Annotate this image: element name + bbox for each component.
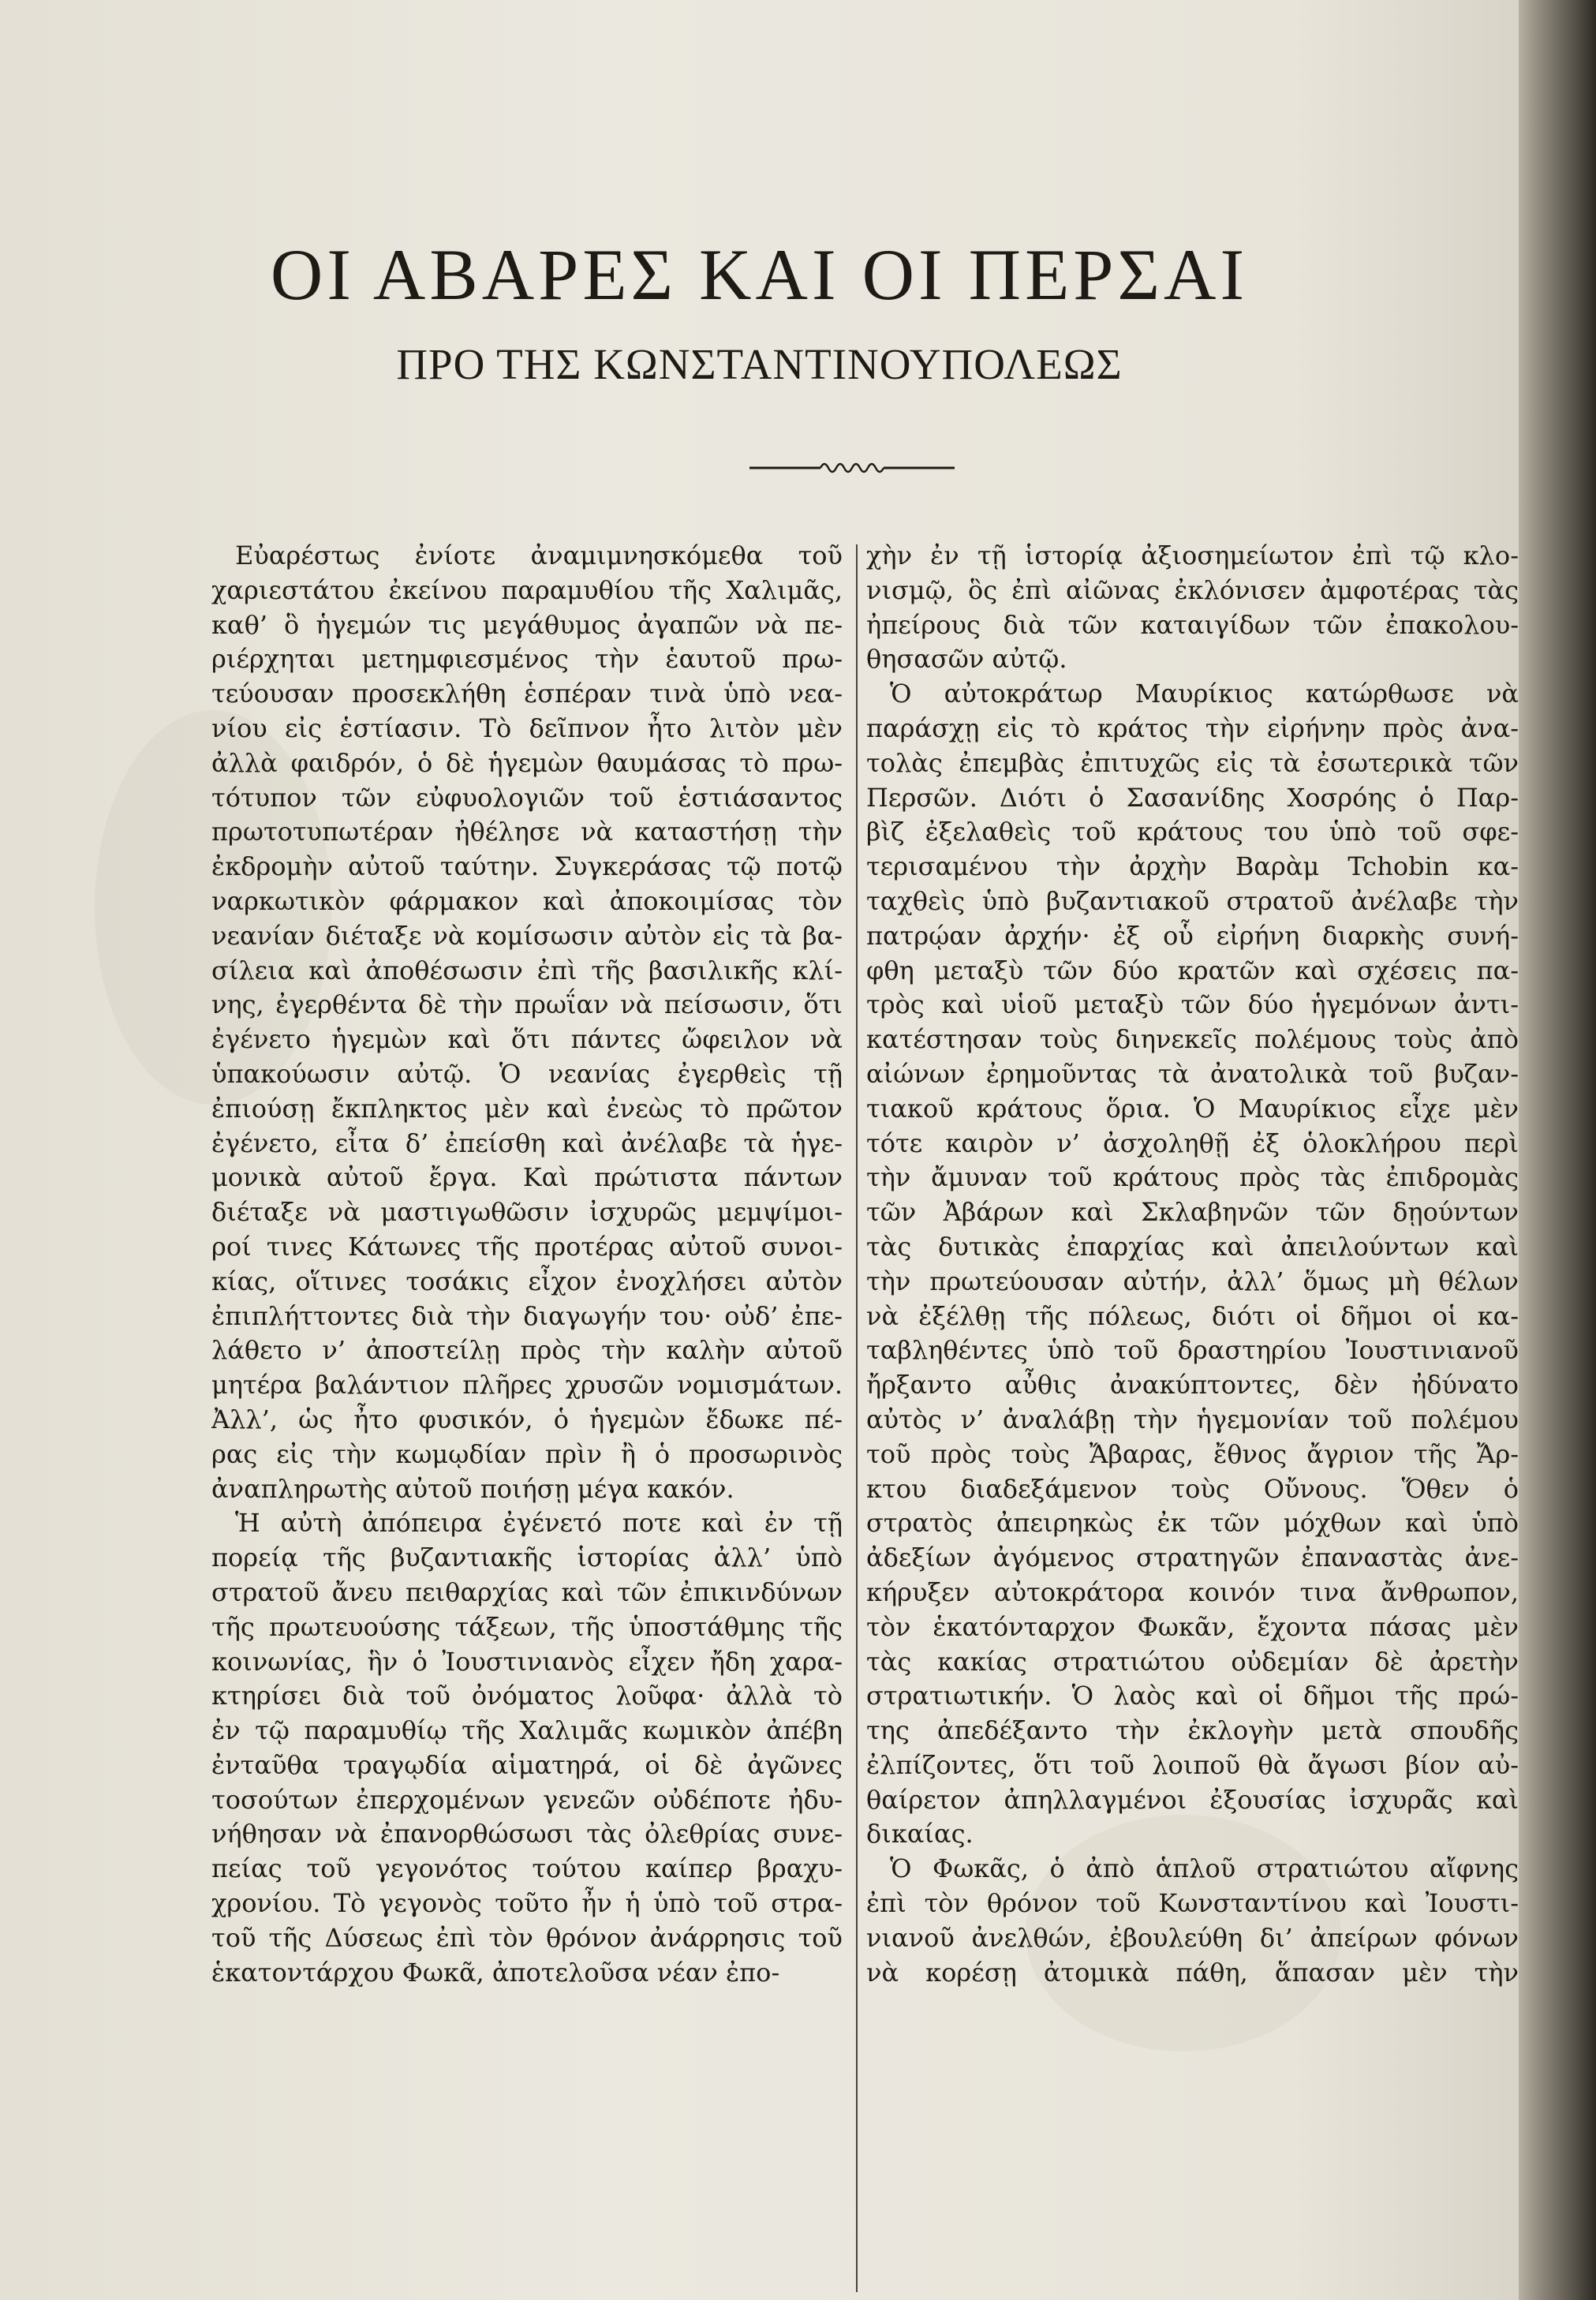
text-line: στρατοῦ ἄνευ πειθαρχίας καὶ τῶν ἐπικινδύνων bbox=[211, 1576, 843, 1607]
text-line: τὰς δυτικὰς ἐπαρχίας καὶ ἀπειλούντων καὶ bbox=[866, 1231, 1519, 1262]
text-column-left bbox=[211, 539, 843, 1990]
text-line: τοσούτων ἐπερχομένων γενεῶν οὐδέποτε ἠδυ- bbox=[211, 1784, 843, 1815]
text-line: νὰ ἐξέλθῃ τῆς πόλεως, διότι οἱ δῆμοι οἱ κα- bbox=[866, 1300, 1519, 1331]
text-line: νης, ἐγερθέντα δὲ τὴν πρωΐαν νὰ πείσωσιν, ὅτι bbox=[211, 989, 843, 1020]
text-line: χὴν ἐν τῇ ἱστορίᾳ ἀξιοσημείωτον ἐπὶ τῷ κλο- bbox=[866, 540, 1519, 570]
text-line: τὸν ἑκατόνταρχον Φωκᾶν, ἔχοντα πάσας μὲν bbox=[866, 1611, 1519, 1642]
text-line: τῶν Ἀβάρων καὶ Σκλαβηνῶν τῶν δῃούντων bbox=[866, 1197, 1519, 1228]
text-line: κοινωνίας, ἣν ὁ Ἰουστινιανὸς εἶχεν ἤδη χαρα- bbox=[211, 1646, 843, 1677]
text-line: μητέρα βαλάντιον πλῆρες χρυσῶν νομισμάτων. bbox=[211, 1370, 843, 1401]
text-line: ἐνταῦθα τραγῳδία αἱματηρά, οἱ δὲ ἀγῶνες bbox=[211, 1749, 843, 1780]
text-line: διέταξε νὰ μαστιγωθῶσιν ἰσχυρῶς μεμψίμοι- bbox=[211, 1197, 843, 1228]
text-line: της ἀπεδέξαντο τὴν ἐκλογὴν μετὰ σπουδῆς bbox=[866, 1715, 1519, 1746]
text-line: σίλεια καὶ ἀποθέσωσιν ἐπὶ τῆς βασιλικῆς κλί- bbox=[211, 955, 843, 985]
text-line: ριέρχηται μετημφιεσμένος τὴν ἑαυτοῦ πρω- bbox=[211, 644, 843, 675]
text-line: πρωτοτυπωτέραν ἠθέλησε νὰ καταστήσῃ τὴν bbox=[211, 817, 843, 847]
text-line: Περσῶν. Διότι ὁ Σασανίδης Χοσρόης ὁ Παρ- bbox=[866, 782, 1519, 813]
text-line: ἐπιπλήττοντες διὰ τὴν διαγωγήν του· οὐδ’ ἐπε- bbox=[211, 1300, 843, 1331]
text-line: νισμῷ, ὃς ἐπὶ αἰῶνας ἐκλόνισεν ἀμφοτέρας τὰς bbox=[866, 574, 1519, 605]
text-line: τὴν πρωτεύουσαν αὐτήν, ἀλλ’ ὅμως μὴ θέλων bbox=[866, 1266, 1519, 1296]
text-column-right bbox=[866, 539, 1519, 1990]
text-line: τὴν ἄμυναν τοῦ κράτους πρὸς τὰς ἐπιδρομὰς bbox=[866, 1162, 1519, 1193]
text-line: ἐπιούσῃ ἔκπληκτος μὲν καὶ ἐνεὼς τὸ πρῶτον bbox=[211, 1093, 843, 1124]
article-subtitle: ΠΡΟ ΤΗΣ ΚΩΝΣΤΑΝΤΙΝΟΥΠΟΛΕΩΣ bbox=[396, 340, 1123, 388]
text-line: ἐγένετο, εἶτα δ’ ἐπείσθη καὶ ἀνέλαβε τὰ ἡγε- bbox=[211, 1128, 843, 1158]
text-line: ἀναπληρωτὴς αὐτοῦ ποιήσῃ μέγα κακόν. bbox=[211, 1473, 734, 1504]
text-line: τερισαμένου τὴν ἀρχὴν Βαρὰμ Tchobin κα- bbox=[866, 851, 1519, 882]
text-line: ὑπακούωσιν αὐτῷ. Ὁ νεανίας ἐγερθεὶς τῇ bbox=[211, 1058, 843, 1089]
ornament-divider bbox=[749, 454, 955, 477]
text-line: καθ’ ὃ ἡγεμών τις μεγάθυμος ἀγαπῶν νὰ πε- bbox=[211, 609, 843, 640]
text-line: στρατιωτικήν. Ὁ λαὸς καὶ οἱ δῆμοι τῆς πρώ- bbox=[866, 1681, 1519, 1711]
text-line: κατέστησαν τοὺς διηνεκεῖς πολέμους τοὺς ἀπὸ bbox=[866, 1024, 1519, 1055]
text-line: θησασῶν αὐτῷ. bbox=[866, 644, 1067, 675]
text-line: νήθησαν νὰ ἐπανορθώσωσι τὰς ὀλεθρίας συνε- bbox=[211, 1819, 843, 1849]
text-line: κτου διαδεξάμενον τοὺς Οὔνους. Ὅθεν ὁ bbox=[866, 1473, 1519, 1504]
text-line: θαίρετον ἀπηλλαγμένοι ἐξουσίας ἰσχυρᾶς καὶ bbox=[866, 1784, 1519, 1815]
text-line: αὐτὸς ν’ ἀναλάβῃ τὴν ἡγεμονίαν τοῦ πολέμου bbox=[866, 1404, 1519, 1434]
article-title: ΟΙ ΑΒΑΡΕΣ ΚΑΙ ΟΙ ΠΕΡΣΑΙ bbox=[270, 234, 1249, 315]
text-line: τρὸς καὶ υἱοῦ μεταξὺ τῶν δύο ἡγεμόνων ἀντι- bbox=[866, 989, 1519, 1020]
text-line: τολὰς ἐπεμβὰς ἐπιτυχῶς εἰς τὰ ἐσωτερικὰ τῶν bbox=[866, 747, 1519, 778]
text-line: τῆς πρωτευούσης τάξεων, τῆς ὑποστάθμης τῆς bbox=[211, 1611, 843, 1642]
book-spine-shadow bbox=[1519, 0, 1596, 2300]
text-line: πατρῴαν ἀρχήν· ἐξ οὗ εἰρήνη διαρκὴς συνή- bbox=[866, 920, 1519, 951]
text-line: ἐκδρομὴν αὐτοῦ ταύτην. Συγκεράσας τῷ ποτῷ bbox=[211, 851, 843, 882]
text-line: ναρκωτικὸν φάρμακον καὶ ἀποκοιμίσας τὸν bbox=[211, 885, 843, 916]
text-line: νεανίαν διέταξε νὰ κομίσωσιν αὐτὸν εἰς τὰ βα- bbox=[211, 920, 843, 951]
text-line: ταβληθέντες ὑπὸ τοῦ δραστηρίου Ἰουστινιανοῦ bbox=[866, 1335, 1519, 1366]
text-line: ρας εἰς τὴν κωμῳδίαν πρὶν ἢ ὁ προσωρινὸς bbox=[211, 1438, 843, 1469]
text-line: στρατὸς ἀπειρηκὼς ἐκ τῶν μόχθων καὶ ὑπὸ bbox=[866, 1508, 1519, 1539]
text-line: βὶζ ἐξελαθεὶς τοῦ κράτους του ὑπὸ τοῦ σφε- bbox=[866, 817, 1519, 847]
text-line: νιανοῦ ἀνελθών, ἐβουλεύθη δι’ ἀπείρων φόνων bbox=[866, 1922, 1519, 1953]
text-line: ἐγένετο ἡγεμὼν καὶ ὅτι πάντες ὤφειλον νὰ bbox=[211, 1024, 843, 1055]
text-line: ἐλπίζοντες, ὅτι τοῦ λοιποῦ θὰ ἄγωσι βίον αὐ- bbox=[866, 1749, 1519, 1780]
text-line: ἀδεξίων ἀγόμενος στρατηγῶν ἐπαναστὰς ἀνε- bbox=[866, 1543, 1519, 1573]
text-line: παράσχῃ εἰς τὸ κράτος τὴν εἰρήνην πρὸς ἀνα- bbox=[866, 712, 1519, 743]
text-line: λάθετο ν’ ἀποστείλῃ πρὸς τὴν καλὴν αὐτοῦ bbox=[211, 1335, 843, 1366]
text-line: κήρυξεν αὐτοκράτορα κοινόν τινα ἄνθρωπον, bbox=[866, 1576, 1519, 1607]
text-line: Ὁ αὐτοκράτωρ Μαυρίκιος κατώρθωσε νὰ bbox=[890, 679, 1519, 709]
text-line: ἑκατοντάρχου Φωκᾶ, ἀποτελοῦσα νέαν ἐπο- bbox=[211, 1957, 780, 1988]
text-line: Ὁ Φωκᾶς, ὁ ἀπὸ ἁπλοῦ στρατιώτου αἴφνης bbox=[890, 1853, 1519, 1884]
text-line: χρονίου. Τὸ γεγονὸς τοῦτο ἦν ἡ ὑπὸ τοῦ στρα- bbox=[211, 1888, 843, 1919]
text-line: ἐν τῷ παραμυθίῳ τῆς Χαλιμᾶς κωμικὸν ἀπέβη bbox=[211, 1715, 843, 1746]
text-line: φθη μεταξὺ τῶν δύο κρατῶν καὶ σχέσεις πα- bbox=[866, 955, 1519, 985]
text-line: ἐπὶ τὸν θρόνον τοῦ Κωνσταντίνου καὶ Ἰουστι- bbox=[866, 1888, 1519, 1919]
text-line: νὰ κορέσῃ ἀτομικὰ πάθη, ἅπασαν μὲν τὴν bbox=[866, 1957, 1519, 1988]
text-line: ἀλλὰ φαιδρόν, ὁ δὲ ἡγεμὼν θαυμάσας τὸ πρω- bbox=[211, 747, 843, 778]
text-line: νίου εἰς ἑστίασιν. Τὸ δεῖπνον ἦτο λιτὸν μὲν bbox=[211, 712, 843, 743]
text-line: δικαίας. bbox=[866, 1819, 974, 1849]
text-line: κτηρίσει διὰ τοῦ ὀνόματος λοῦφα· ἀλλὰ τὸ bbox=[211, 1681, 843, 1711]
text-line: τεύουσαν προσεκλήθη ἑσπέραν τινὰ ὑπὸ νεα- bbox=[211, 679, 843, 709]
text-line: ταχθεὶς ὑπὸ βυζαντιακοῦ στρατοῦ ἀνέλαβε τὴν bbox=[866, 885, 1519, 916]
text-line: χαριεστάτου ἐκείνου παραμυθίου τῆς Χαλιμᾶς, bbox=[211, 574, 843, 605]
text-line: κίας, οἵτινες τοσάκις εἶχον ἐνοχλήσει αὐτὸν bbox=[211, 1266, 843, 1296]
text-line: ἠπείρους διὰ τῶν καταιγίδων τῶν ἐπακολου- bbox=[866, 609, 1519, 640]
text-line: Ἡ αὐτὴ ἀπόπειρα ἐγένετό ποτε καὶ ἐν τῇ bbox=[235, 1508, 843, 1539]
text-line: τοῦ τῆς Δύσεως ἐπὶ τὸν θρόνον ἀνάρρησις τοῦ bbox=[211, 1922, 843, 1953]
text-line: πείας τοῦ γεγονότος τούτου καίπερ βραχυ- bbox=[211, 1853, 843, 1884]
text-line: τότε καιρὸν ν’ ἀσχοληθῇ ἐξ ὁλοκλήρου περὶ bbox=[866, 1128, 1519, 1158]
text-line: πορείᾳ τῆς βυζαντιακῆς ἱστορίας ἀλλ’ ὑπὸ bbox=[211, 1543, 843, 1573]
column-rule bbox=[856, 544, 858, 2292]
text-line: τὰς κακίας στρατιώτου οὐδεμίαν δὲ ἀρετὴν bbox=[866, 1646, 1519, 1677]
text-line: Ἀλλ’, ὡς ἦτο φυσικόν, ὁ ἡγεμὼν ἔδωκε πέ- bbox=[211, 1404, 843, 1434]
text-line: τιακοῦ κράτους ὅρια. Ὁ Μαυρίκιος εἶχε μὲν bbox=[866, 1093, 1519, 1124]
text-line: τότυπον τῶν εὐφυολογιῶν τοῦ ἑστιάσαντος bbox=[211, 782, 843, 813]
text-line: αἰώνων ἐρημοῦντας τὰ ἀνατολικὰ τοῦ βυζαν- bbox=[866, 1058, 1519, 1089]
text-line: μονικὰ αὐτοῦ ἔργα. Καὶ πρώτιστα πάντων bbox=[211, 1162, 843, 1193]
text-line: τοῦ πρὸς τοὺς Ἄβαρας, ἔθνος ἄγριον τῆς Ἄρ- bbox=[866, 1438, 1519, 1469]
text-line: ροί τινες Κάτωνες τῆς προτέρας αὐτοῦ συνοι- bbox=[211, 1231, 843, 1262]
text-line: ἤρξαντο αὖθις ἀνακύπτοντες, δὲν ἠδύνατο bbox=[866, 1370, 1519, 1401]
text-line: Εὐαρέστως ἐνίοτε ἀναμιμνησκόμεθα τοῦ bbox=[235, 540, 843, 570]
